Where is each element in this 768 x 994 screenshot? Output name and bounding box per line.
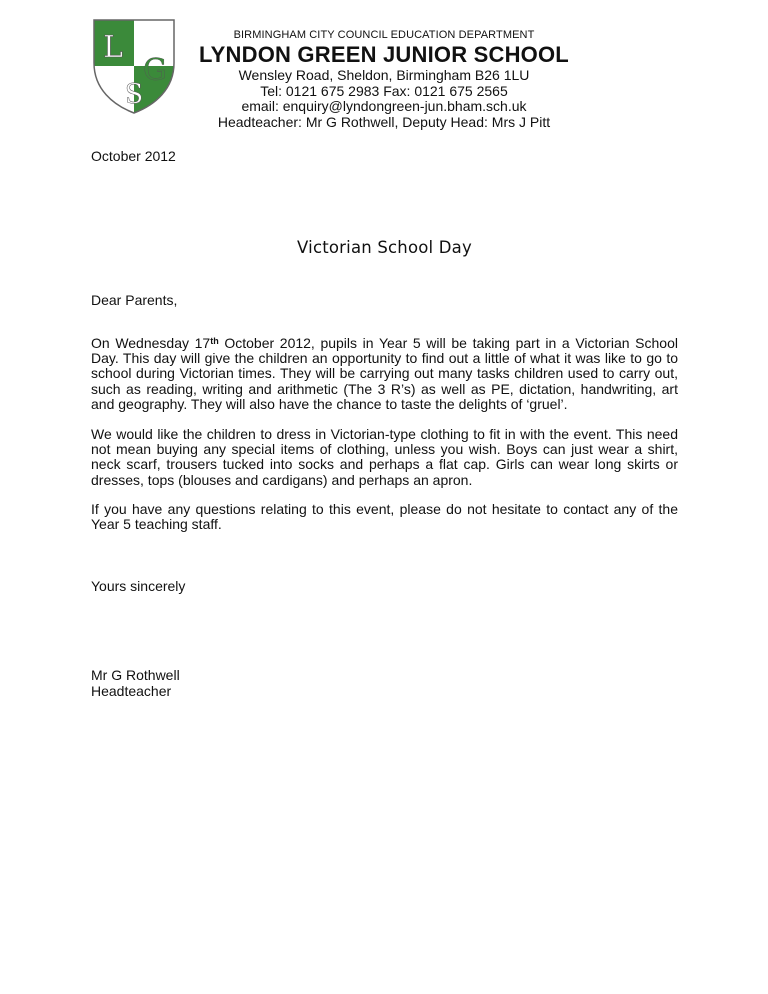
- school-crest-logo: [91, 17, 177, 115]
- paragraph-questions: If you have any questions relating to this event, please do not hesitate to contact any of the Year 5 teaching staff.: [91, 501, 678, 533]
- signer-name: Mr G Rothwell: [91, 667, 180, 683]
- ordinal-suffix: th: [210, 336, 219, 346]
- letter-title: Victorian School Day: [297, 238, 472, 257]
- letterhead: [190, 28, 578, 130]
- crest-letter-s: S: [124, 79, 144, 110]
- closing: Yours sincerely: [91, 578, 186, 594]
- signature-block: [91, 668, 180, 699]
- paragraph-clothing: We would like the children to dress in Victorian-type clothing to fit in with the event. This need not mean buying any special items of clothing, unless you wish. Boys can just wear a shirt, neck scarf, trousers tucked into socks and perhaps a flat cap. Girls can wear long skirts or dresses, tops (blouses and cardigans) and perhaps an apron.: [91, 426, 678, 488]
- school-staff: Headteacher: Mr G Rothwell, Deputy Head: Mrs J Pitt: [217, 113, 551, 130]
- crest-letter-g: G: [143, 53, 167, 88]
- shield-icon: [91, 17, 177, 115]
- crest-letter-l: L: [103, 30, 123, 65]
- salutation: Dear Parents,: [91, 292, 178, 308]
- signer-role: Headteacher: [91, 682, 172, 699]
- school-phone-fax: Tel: 0121 675 2983 Fax: 0121 675 2565: [260, 82, 508, 99]
- paragraph-event-details: [91, 336, 678, 412]
- department-name: BIRMINGHAM CITY COUNCIL EDUCATION DEPARTMENT: [233, 29, 535, 41]
- school-name: LYNDON GREEN JUNIOR SCHOOL: [199, 42, 569, 67]
- letter-date: October 2012: [91, 148, 176, 164]
- paragraph-1-rest: October 2012, pupils in Year 5 will be taking part in a Victorian School Day. This day will give the children an opportunity to find out a little of what it was like to go to school during Victorian times. They will be carrying out many tasks children used to carry out, such as reading, writing and arithmetic (The 3 R’s) as well as PE, dictation, handwriting, art and geography. They will also have the chance to taste the delights of ‘gruel’.: [91, 335, 678, 412]
- school-email: email: enquiry@lyndongreen-jun.bham.sch.uk: [241, 98, 527, 114]
- paragraph-1-start: On Wednesday 17: [91, 335, 211, 351]
- school-address: Wensley Road, Sheldon, Birmingham B26 1LU: [238, 67, 530, 83]
